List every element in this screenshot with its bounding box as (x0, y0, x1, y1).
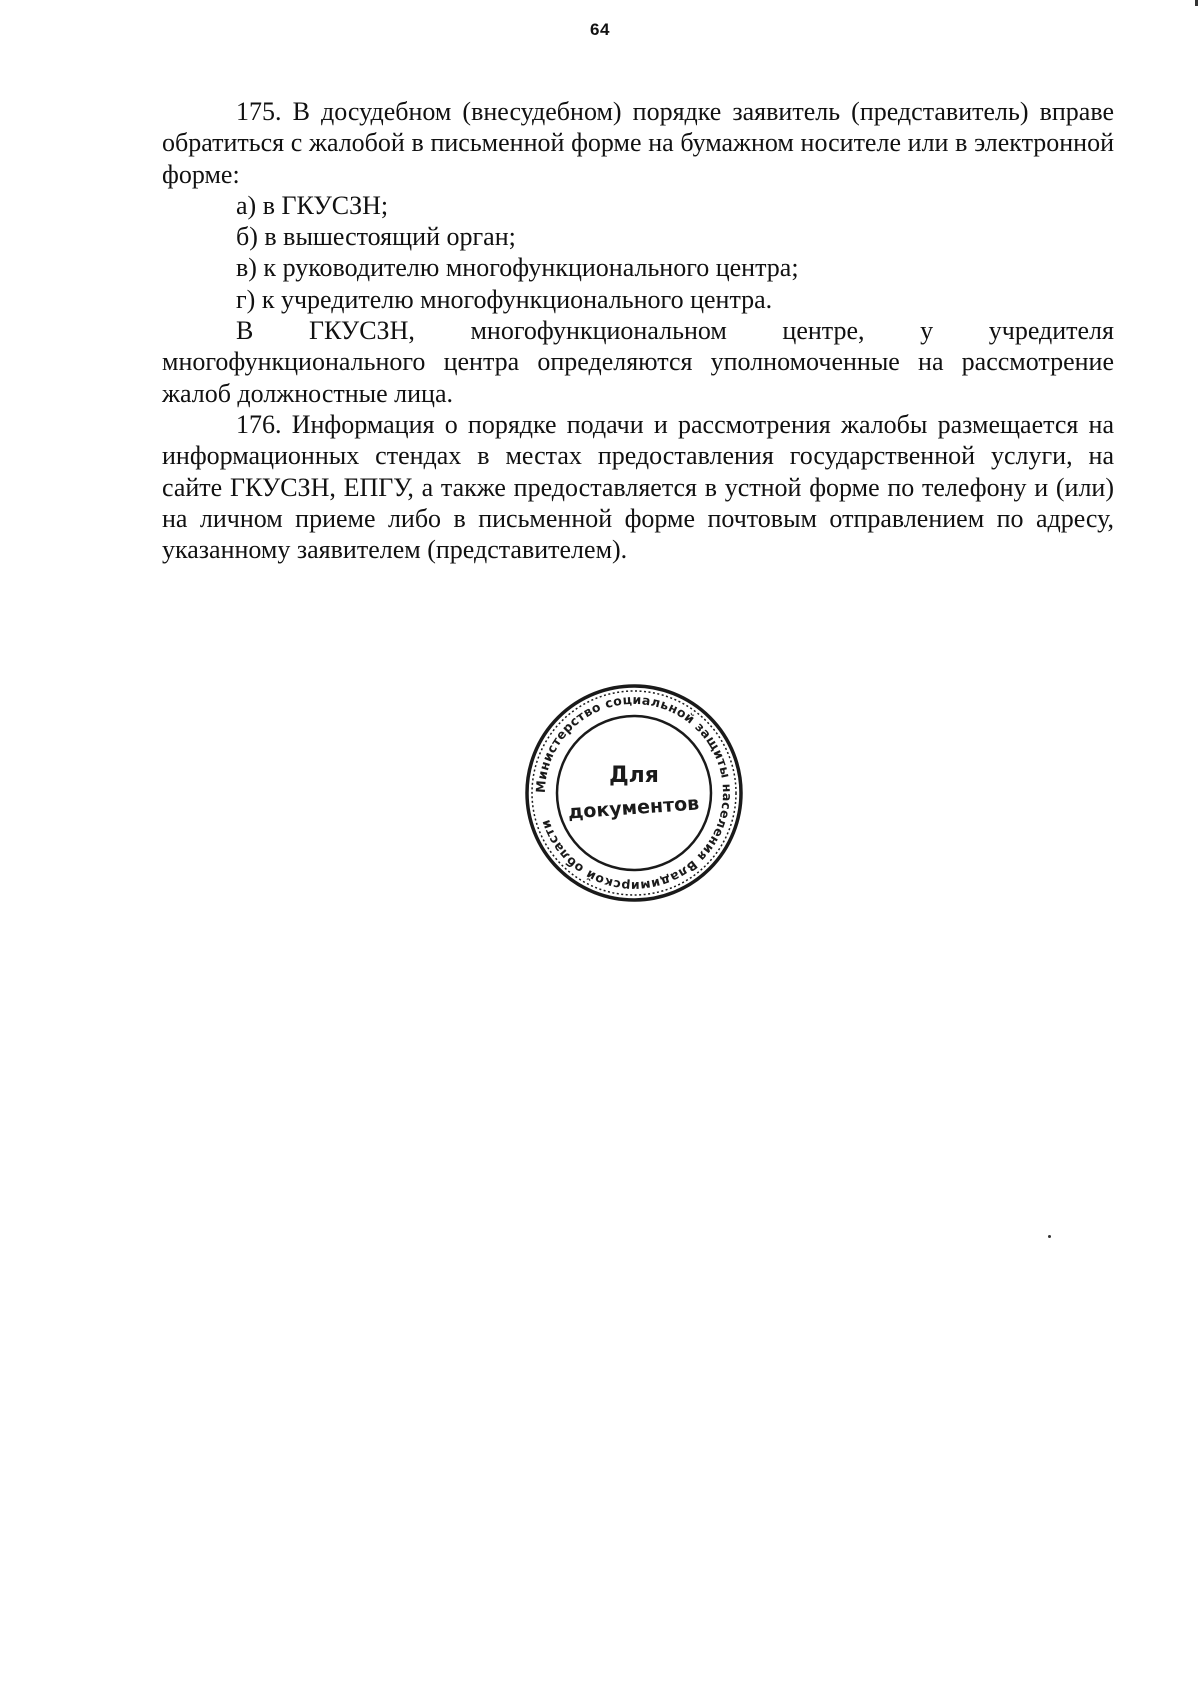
list-item-v: в) к руководителю многофункционального центра; (236, 253, 799, 283)
official-stamp (523, 682, 745, 904)
paragraph-175-tail: В ГКУСЗН, многофункциональном центре, у учредителя многофункционального центра определяются уполномоченные на рассмотрение жалоб должностные лица. (162, 316, 1114, 408)
page-number: 64 (590, 20, 610, 39)
document-body (162, 96, 1114, 565)
paragraph-176: 176. Информация о порядке подачи и рассмотрения жалобы размещается на информационных стендах в местах предоставления государственной услуги, на сайте ГКУСЗН, ЕПГУ, а также предоставляется в устной форме по телефону и (или) на личном приеме либо в письменной форме почтовым отправлением по адресу, указанному заявителем (представителем). (162, 409, 1114, 565)
list-item-a: а) в ГКУСЗН; (236, 190, 389, 220)
stamp-graphic (523, 682, 745, 904)
scan-corner-mark (1195, 0, 1198, 6)
paragraph-175: 175. В досудебном (внесудебном) порядке заявитель (представитель) вправе обратиться с жалобой в письменной форме на бумажном носителе или в электронной форме: (162, 97, 1114, 189)
stamp-outer-ring (527, 686, 741, 900)
list-item-g: г) к учредителю многофункционального центра. (236, 284, 773, 314)
stamp-center-line1: Для (609, 763, 659, 788)
scan-dot (1048, 1235, 1051, 1238)
stamp-ring-text: Министерство социальной защиты населения Владимирской области (532, 691, 736, 895)
list-item-b: б) в вышестоящий орган; (236, 222, 516, 252)
stamp-center-line2: документов (567, 792, 700, 824)
